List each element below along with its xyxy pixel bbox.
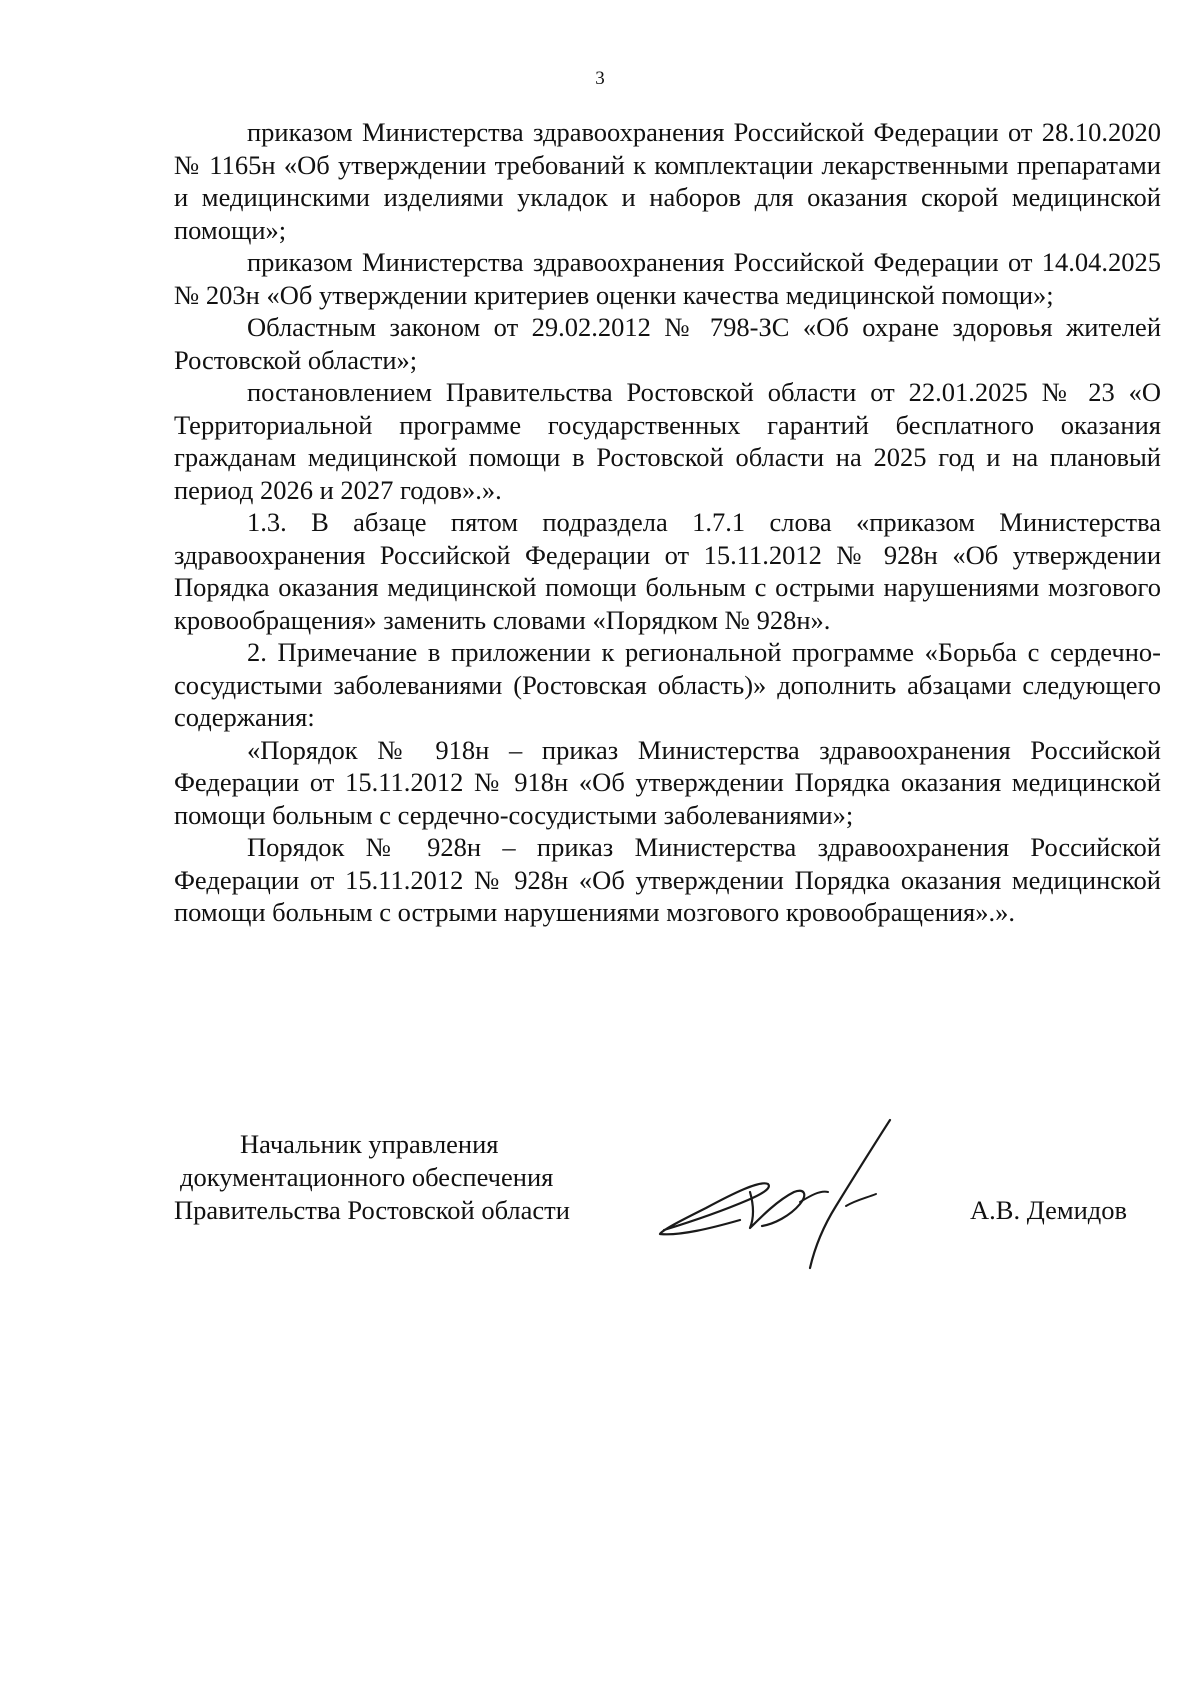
page-number: 3 — [595, 68, 605, 89]
signatory-title-line: документационного обеспечения — [180, 1162, 554, 1192]
paragraph-order-918n: «Порядок № 918н – приказ Министерства здравоохранения Российской Федерации от 15.11.2012 № 918н «Об утверждении Порядка оказания медицинской помощи больным с сердечно-сосудистыми заболеваниями»; — [174, 734, 1161, 830]
paragraph-item-2: 2. Примечание в приложении к региональной программе «Борьба с сердечно-сосудистыми заболеваниями (Ростовская область)» дополнить абзацами следующего содержания: — [174, 637, 1161, 732]
signatory-title-line: Правительства Ростовской области — [174, 1195, 570, 1225]
paragraph-order-203n: приказом Министерства здравоохранения Российской Федерации от 14.04.2025 № 203н «Об утверждении критериев оценки качества медицинской помощи»; — [174, 247, 1161, 310]
paragraph-order-1165n: приказом Министерства здравоохранения Российской Федерации от 28.10.2020 № 1165н «Об утверждении требований к комплектации лекарственными препаратами и медицинскими изделиями укладок и наборов для оказания скорой медицинской помощи»; — [174, 117, 1161, 245]
document-body — [174, 116, 1161, 929]
signature-stroke — [810, 1120, 890, 1268]
signature-stroke — [846, 1194, 876, 1206]
paragraph-order-928n: Порядок № 928н – приказ Министерства здравоохранения Российской Федерации от 15.11.2012 № 928н «Об утверждении Порядка оказания медицинской помощи больным с острыми нарушениями мозгового кровообращения».». — [174, 832, 1161, 927]
signatory-title-line: Начальник управления — [240, 1129, 499, 1159]
signatory-title — [174, 1128, 624, 1227]
signer-name: А.В. Демидов — [970, 1195, 1128, 1225]
handwritten-signature — [650, 1110, 950, 1280]
paragraph-government-resolution: постановлением Правительства Ростовской области от 22.01.2025 № 23 «О Территориальной программе государственных гарантий бесплатного оказания гражданам медицинской помощи в Ростовской области на 2025 год и на плановый период 2026 и 2027 годов».». — [174, 377, 1161, 505]
paragraph-regional-law: Областным законом от 29.02.2012 № 798-ЗС «Об охране здоровья жителей Ростовской области»; — [174, 312, 1161, 375]
paragraph-item-1-3: 1.3. В абзаце пятом подраздела 1.7.1 слова «приказом Министерства здравоохранения Российской Федерации от 15.11.2012 № 928н «Об утверждении Порядка оказания медицинской помощи больным с острыми нарушениями мозгового кровообращения» заменить словами «Порядком № 928н». — [174, 507, 1161, 635]
